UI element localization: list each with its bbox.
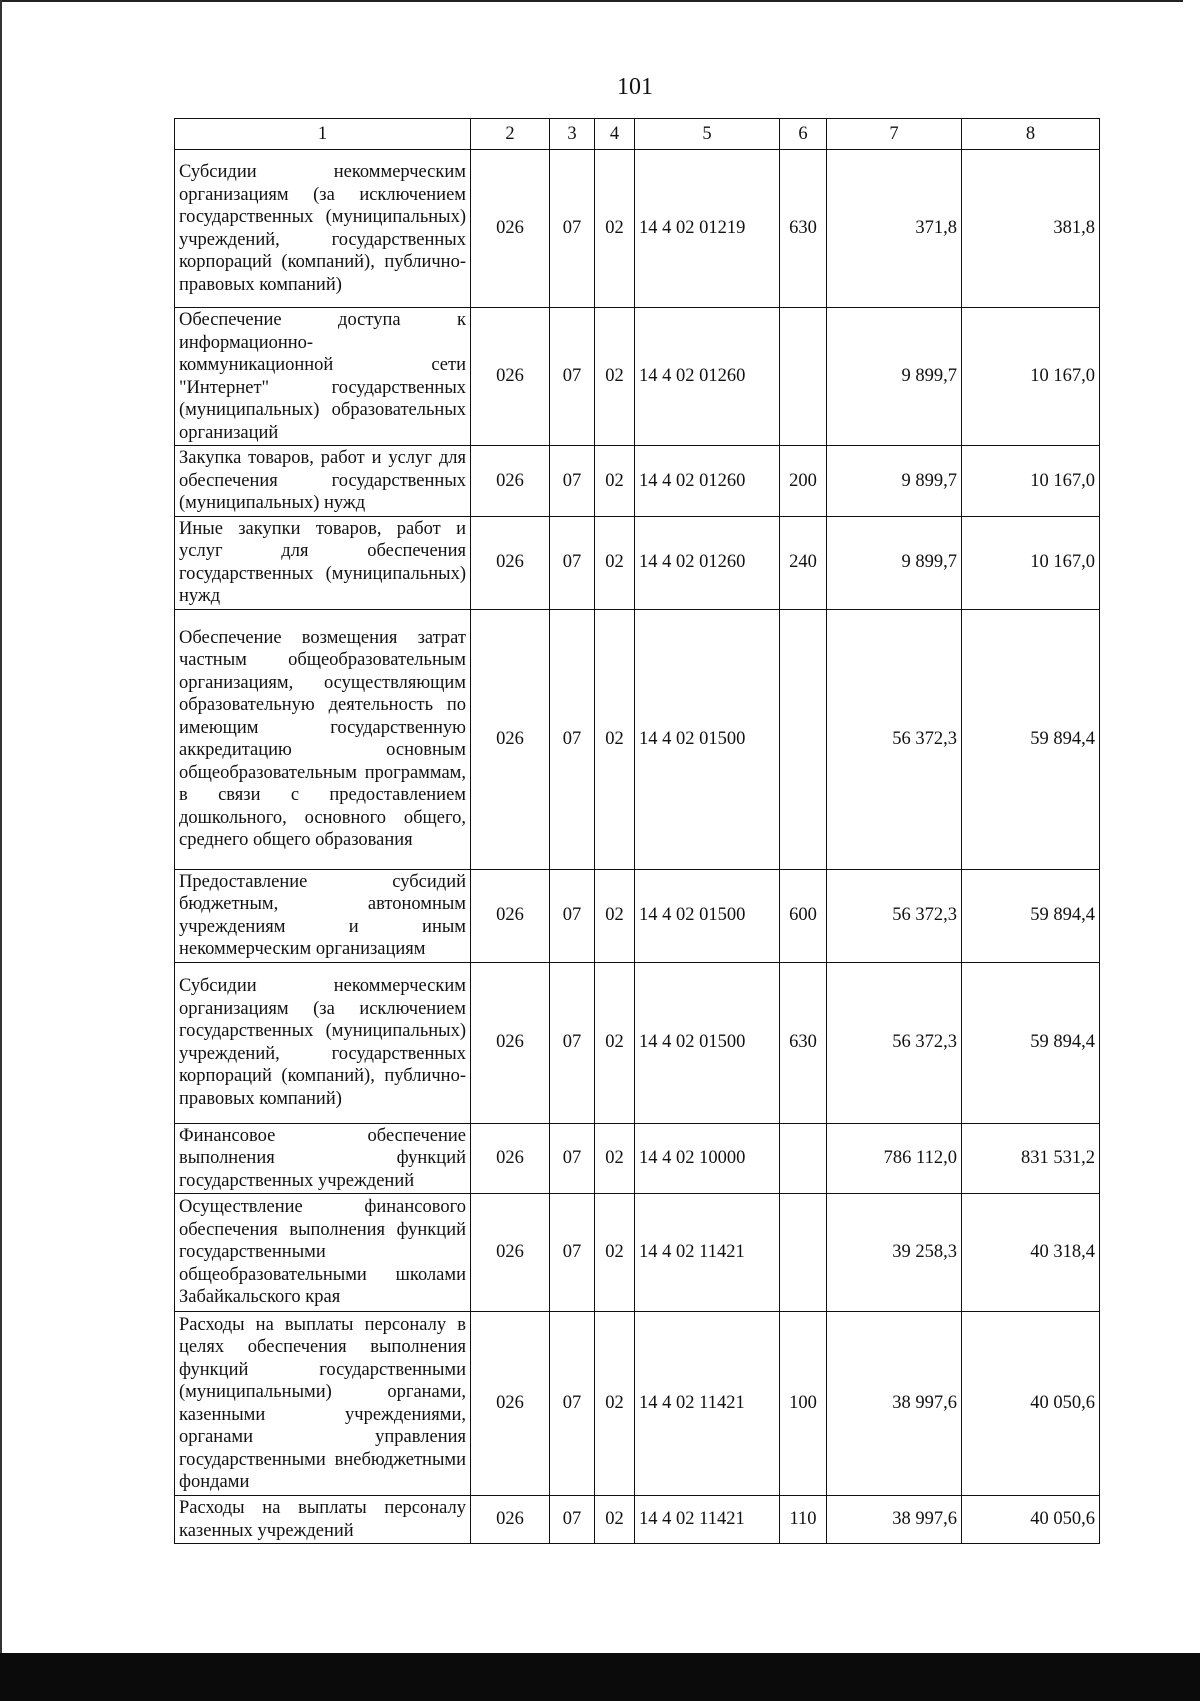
target-article-code: 14 4 02 01260 [635, 516, 780, 609]
target-article-code: 14 4 02 11421 [635, 1312, 780, 1496]
amount-col8: 59 894,4 [962, 962, 1100, 1123]
section-code: 07 [550, 1312, 595, 1496]
expense-type-code: 240 [780, 516, 827, 609]
column-header: 7 [827, 119, 962, 150]
target-article-code: 14 4 02 01260 [635, 308, 780, 446]
table-row [175, 516, 1100, 609]
ministry-code: 026 [471, 516, 550, 609]
column-header: 6 [780, 119, 827, 150]
scan-border-left [0, 0, 2, 1701]
target-article-code: 14 4 02 01500 [635, 609, 780, 869]
subsection-code: 02 [595, 150, 635, 308]
subsection-code: 02 [595, 446, 635, 517]
subsection-code: 02 [595, 1194, 635, 1312]
amount-col7: 786 112,0 [827, 1123, 962, 1194]
amount-col7: 9 899,7 [827, 516, 962, 609]
table-row [175, 150, 1100, 308]
table-row [175, 308, 1100, 446]
ministry-code: 026 [471, 1312, 550, 1496]
expense-name: Субсидии некоммерческим организациям (за исключением государственных (муниципальных) учреждений, государственных корпораций (компаний), публично-правовых компаний) [175, 962, 471, 1123]
table-row [175, 609, 1100, 869]
expense-type-code [780, 609, 827, 869]
target-article-code: 14 4 02 01219 [635, 150, 780, 308]
target-article-code: 14 4 02 10000 [635, 1123, 780, 1194]
amount-col8: 40 318,4 [962, 1194, 1100, 1312]
section-code: 07 [550, 1194, 595, 1312]
target-article-code: 14 4 02 01500 [635, 869, 780, 962]
expense-type-code: 110 [780, 1496, 827, 1544]
section-code: 07 [550, 1123, 595, 1194]
page-number: 101 [617, 74, 653, 100]
ministry-code: 026 [471, 1194, 550, 1312]
column-header: 1 [175, 119, 471, 150]
subsection-code: 02 [595, 1496, 635, 1544]
expense-type-code: 630 [780, 150, 827, 308]
subsection-code: 02 [595, 869, 635, 962]
amount-col8: 59 894,4 [962, 869, 1100, 962]
column-header: 2 [471, 119, 550, 150]
section-code: 07 [550, 609, 595, 869]
column-header: 5 [635, 119, 780, 150]
expense-type-code [780, 1194, 827, 1312]
ministry-code: 026 [471, 869, 550, 962]
amount-col8: 381,8 [962, 150, 1100, 308]
amount-col8: 40 050,6 [962, 1496, 1100, 1544]
scan-bottom-bar [0, 1653, 1200, 1701]
column-header: 4 [595, 119, 635, 150]
expense-name: Осуществление финансового обеспечения выполнения функций государственными общеобразовательными школами Забайкальского края [175, 1194, 471, 1312]
ministry-code: 026 [471, 308, 550, 446]
expense-name: Финансовое обеспечение выполнения функций государственных учреждений [175, 1123, 471, 1194]
amount-col7: 39 258,3 [827, 1194, 962, 1312]
amount-col7: 38 997,6 [827, 1312, 962, 1496]
table-row [175, 869, 1100, 962]
table-row [175, 962, 1100, 1123]
table-row [175, 1496, 1100, 1544]
subsection-code: 02 [595, 1123, 635, 1194]
amount-col8: 10 167,0 [962, 516, 1100, 609]
section-code: 07 [550, 516, 595, 609]
expense-name: Иные закупки товаров, работ и услуг для обеспечения государственных (муниципальных) нужд [175, 516, 471, 609]
expense-type-code [780, 1123, 827, 1194]
ministry-code: 026 [471, 446, 550, 517]
amount-col8: 59 894,4 [962, 609, 1100, 869]
section-code: 07 [550, 308, 595, 446]
expense-type-code: 200 [780, 446, 827, 517]
section-code: 07 [550, 1496, 595, 1544]
ministry-code: 026 [471, 150, 550, 308]
expense-name: Субсидии некоммерческим организациям (за исключением государственных (муниципальных) учреждений, государственных корпораций (компаний), публично-правовых компаний) [175, 150, 471, 308]
subsection-code: 02 [595, 308, 635, 446]
amount-col7: 9 899,7 [827, 308, 962, 446]
amount-col7: 56 372,3 [827, 609, 962, 869]
amount-col8: 10 167,0 [962, 446, 1100, 517]
target-article-code: 14 4 02 01500 [635, 962, 780, 1123]
section-code: 07 [550, 446, 595, 517]
amount-col8: 40 050,6 [962, 1312, 1100, 1496]
expense-name: Расходы на выплаты персоналу в целях обеспечения выполнения функций государственными (муниципальными) органами, казенными учреждениями, органами управления государственными внебюджетными фондами [175, 1312, 471, 1496]
table-header-row [175, 119, 1100, 150]
expense-name: Расходы на выплаты персоналу казенных учреждений [175, 1496, 471, 1544]
budget-table [174, 118, 1100, 1544]
expense-type-code [780, 308, 827, 446]
ministry-code: 026 [471, 1123, 550, 1194]
table-row [175, 1194, 1100, 1312]
expense-name: Обеспечение возмещения затрат частным общеобразовательным организациям, осуществляющим образовательную деятельность по имеющим государственную аккредитацию основным общеобразовательным программам, в связи с предоставлением дошкольного, основного общего, среднего общего образования [175, 609, 471, 869]
expense-type-code: 600 [780, 869, 827, 962]
subsection-code: 02 [595, 1312, 635, 1496]
expense-name: Закупка товаров, работ и услуг для обеспечения государственных (муниципальных) нужд [175, 446, 471, 517]
subsection-code: 02 [595, 609, 635, 869]
subsection-code: 02 [595, 962, 635, 1123]
expense-name: Обеспечение доступа к информационно-коммуникационной сети "Интернет" государственных (муниципальных) образовательных организаций [175, 308, 471, 446]
table-row [175, 446, 1100, 517]
expense-type-code: 630 [780, 962, 827, 1123]
table-row [175, 1312, 1100, 1496]
amount-col7: 9 899,7 [827, 446, 962, 517]
amount-col8: 10 167,0 [962, 308, 1100, 446]
ministry-code: 026 [471, 962, 550, 1123]
target-article-code: 14 4 02 01260 [635, 446, 780, 517]
target-article-code: 14 4 02 11421 [635, 1496, 780, 1544]
subsection-code: 02 [595, 516, 635, 609]
column-header: 8 [962, 119, 1100, 150]
ministry-code: 026 [471, 1496, 550, 1544]
target-article-code: 14 4 02 11421 [635, 1194, 780, 1312]
ministry-code: 026 [471, 609, 550, 869]
column-header: 3 [550, 119, 595, 150]
amount-col7: 56 372,3 [827, 962, 962, 1123]
amount-col7: 371,8 [827, 150, 962, 308]
section-code: 07 [550, 150, 595, 308]
amount-col7: 38 997,6 [827, 1496, 962, 1544]
amount-col8: 831 531,2 [962, 1123, 1100, 1194]
section-code: 07 [550, 869, 595, 962]
section-code: 07 [550, 962, 595, 1123]
expense-type-code: 100 [780, 1312, 827, 1496]
table-row [175, 1123, 1100, 1194]
amount-col7: 56 372,3 [827, 869, 962, 962]
expense-name: Предоставление субсидий бюджетным, автономным учреждениям и иным некоммерческим организациям [175, 869, 471, 962]
scan-border-top [0, 0, 1183, 2]
